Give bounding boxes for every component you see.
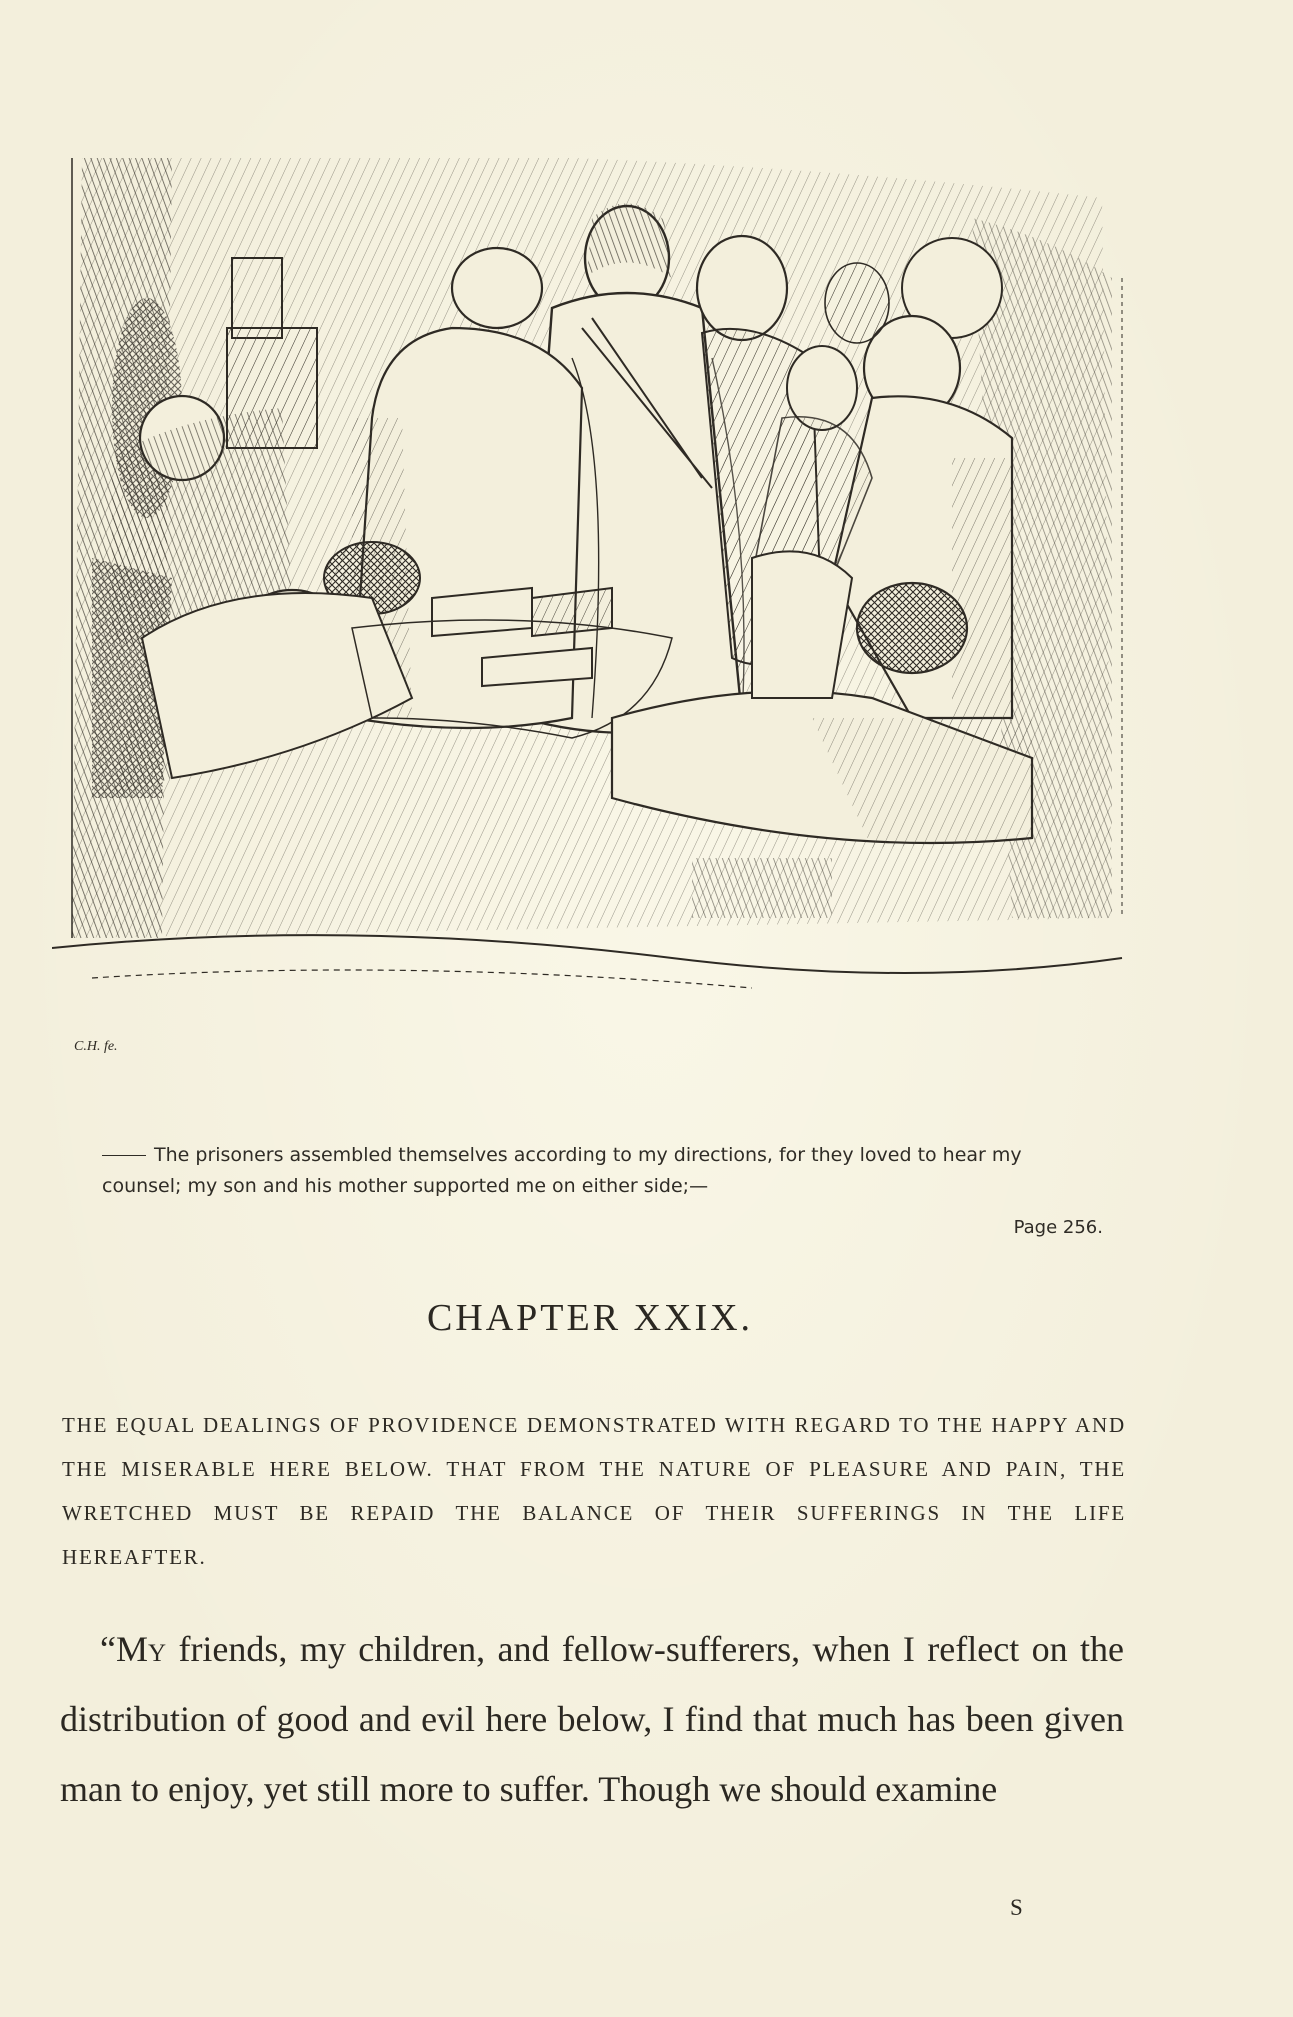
page-reference: Page 256. — [1013, 1217, 1103, 1238]
artist-mark: C.H. fe. — [74, 1039, 118, 1054]
opening-quote: “ — [100, 1629, 116, 1669]
prison-scene-engraving — [52, 158, 1137, 1078]
drop-word: My — [115, 1629, 167, 1669]
paragraph-text: friends, my children, and fellow-sufferers, when I reflect on the distribution of good and evil here below, I find that much has been given man to enjoy, yet still more to suffer. Though we should examine — [60, 1629, 1124, 1809]
body-paragraph — [60, 1614, 1124, 1824]
signature-mark: S — [1010, 1895, 1023, 1920]
engraving-illustration — [52, 158, 1137, 1078]
chapter-summary: THE EQUAL DEALINGS OF PROVIDENCE DEMONSTRATED WITH REGARD TO THE HAPPY AND THE MISERABLE HERE BELOW. THAT FROM THE NATURE OF PLEASURE AND PAIN, THE WRETCHED MUST BE REPAID THE BALANCE OF THEIR SUFFERINGS IN THE LIFE HEREAFTER. — [62, 1413, 1126, 1569]
caption-text: The prisoners assembled themselves according to my directions, for they loved to hear my counsel; my son and his mother supported me on either side;— — [102, 1144, 1022, 1197]
chapter-title: CHAPTER XXIX. — [426, 1297, 754, 1339]
caption-dash — [102, 1155, 146, 1156]
illustration-caption — [102, 1140, 1102, 1202]
